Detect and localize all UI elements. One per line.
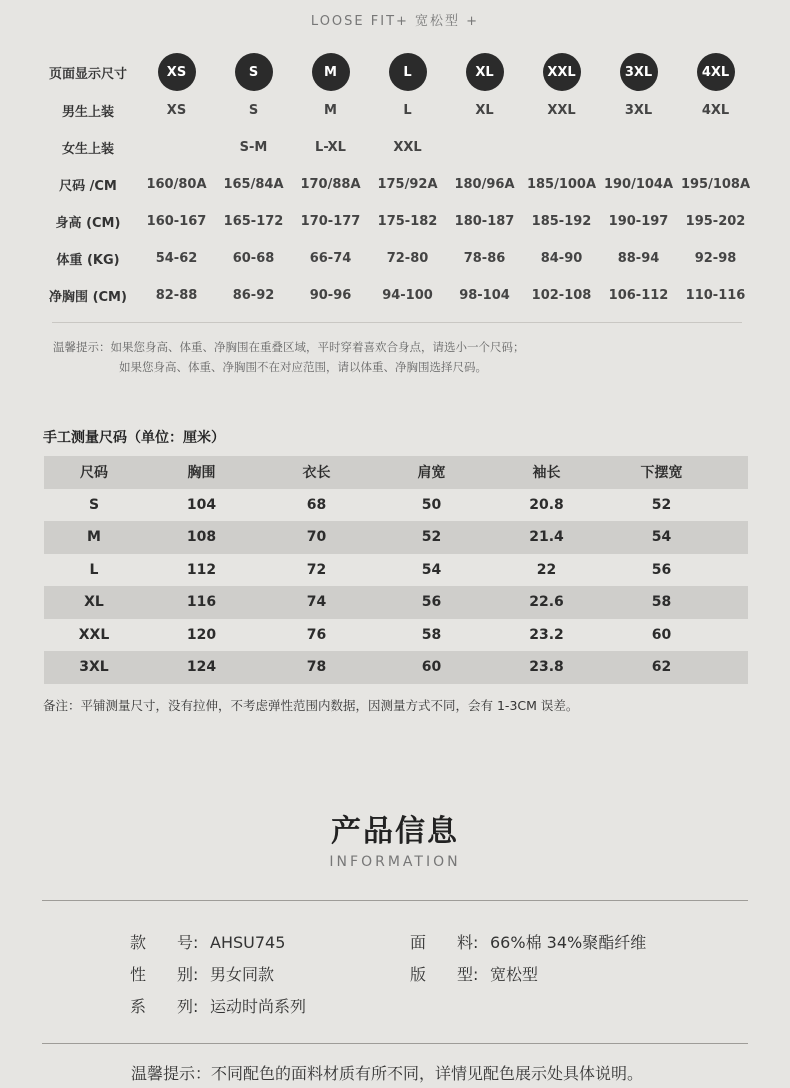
measure-table [44,456,748,684]
table-cell: L [89,561,99,578]
size-chart-cell [369,53,446,91]
size-chart-cell: 60-68 [232,251,275,266]
table-cell: 120 [186,626,217,643]
size-chart [38,52,758,314]
size-chart-row-label: 尺码 /CM [59,179,117,194]
size-chart-row [38,52,758,92]
info-gender [130,962,274,985]
table-cell: 124 [186,659,217,676]
table-header-cell: 尺码 [80,465,108,482]
size-chart-cell: L-XL [315,140,346,155]
table-header-cell: 肩宽 [417,465,446,482]
info-value: 66%棉 34%聚酯纤维 [490,933,647,952]
size-chart-cell: 86-92 [232,288,275,303]
size-chart-cell: 106-112 [608,288,669,303]
info-key2: 列: [177,997,199,1016]
size-chart-cell: S [248,103,259,118]
table-cell: 104 [186,496,217,513]
table-header-cell: 胸围 [187,465,216,482]
info-value: AHSU745 [210,933,286,952]
table-cell: 78 [306,659,327,676]
size-chart-row [38,166,758,203]
table-row [44,554,748,587]
size-chart-row-label: 女生上装 [61,142,114,157]
table-cell: XL [84,594,104,611]
table-cell: 22.6 [529,594,564,611]
size-tip [53,337,525,377]
size-chart-cell: 180-187 [454,214,515,229]
size-tip-line1: 温馨提示：如果您身高、体重、净胸围在重叠区域，平时穿着喜欢合身点，请选小一个尺码； [53,340,525,354]
table-header-cell: 下摆宽 [640,465,683,482]
product-info-subtitle: INFORMATION [329,854,461,870]
size-badge: M [312,53,350,91]
table-cell: 60 [651,626,672,643]
info-style-no [130,930,285,953]
size-chart-cell: 78-86 [463,251,506,266]
info-series [130,994,306,1017]
size-chart-cell [215,53,292,91]
size-chart-cell [600,53,677,91]
table-cell: 58 [421,626,442,643]
size-chart-cell: 82-88 [155,288,198,303]
size-chart-cell: XL [475,103,494,118]
divider [42,900,748,901]
size-chart-cell: 110-116 [685,288,746,303]
size-chart-cell: 88-94 [617,251,660,266]
table-cell: 68 [306,496,327,513]
info-key1: 版 [410,965,427,984]
size-chart-cell: 165/84A [223,177,284,192]
size-chart-row [38,92,758,129]
info-key2: 型: [457,965,479,984]
table-cell: 62 [651,659,672,676]
size-badge: 3XL [620,53,658,91]
size-chart-cell: 94-100 [382,288,433,303]
size-chart-cell: XXL [393,140,422,155]
table-cell: 52 [651,496,672,513]
table-cell: 23.2 [529,626,564,643]
size-chart-cell [138,53,215,91]
table-row [44,521,748,554]
size-chart-cell: 98-104 [459,288,510,303]
size-chart-row-label: 页面显示尺寸 [48,66,127,82]
table-cell: 54 [421,561,442,578]
table-cell: 50 [421,496,442,513]
size-badge: L [389,53,427,91]
size-chart-cell: M [324,103,337,118]
size-chart-cell: L [403,103,412,118]
info-key2: 料: [457,933,479,952]
size-chart-row-label: 男生上装 [61,105,114,120]
size-chart-cell: 160/80A [146,177,207,192]
size-chart-cell [677,53,754,91]
size-chart-cell: 170/88A [300,177,361,192]
size-chart-cell [292,53,369,91]
info-key2: 别: [177,965,199,984]
info-fabric [410,930,646,953]
table-cell: 22 [536,561,557,578]
size-chart-row [38,240,758,277]
size-chart-row-label: 体重 (KG) [56,253,120,268]
table-cell: 70 [306,529,327,546]
measure-note: 备注：平铺测量尺寸，没有拉伸，不考虑弹性范围内数据，因测量方式不同，会有 1-3CM 误差。 [43,698,579,713]
size-chart-cell: 90-96 [309,288,352,303]
measure-table-title: 手工测量尺码（单位：厘米） [43,430,225,446]
info-fit [410,962,538,985]
size-chart-cell: 195/108A [680,177,751,192]
size-chart-cell: 165-172 [223,214,284,229]
table-cell: 52 [421,529,442,546]
table-cell: 21.4 [529,529,564,546]
table-cell: 58 [651,594,672,611]
size-badge: S [235,53,273,91]
size-badge: XS [158,53,196,91]
divider [52,322,742,323]
size-chart-cell: 185/100A [526,177,597,192]
size-badge: 4XL [697,53,735,91]
size-tip-line2: 如果您身高、体重、净胸围不在对应范围，请以体重、净胸围选择尺码。 [119,360,487,374]
table-cell: 76 [306,626,327,643]
table-cell: 20.8 [529,496,564,513]
size-chart-cell: XXL [547,103,576,118]
table-cell: 54 [651,529,672,546]
size-chart-cell: XS [166,103,187,118]
size-chart-cell: 175-182 [377,214,438,229]
table-cell: S [88,496,100,513]
info-key1: 面 [410,933,427,952]
size-chart-cell: 66-74 [309,251,352,266]
table-cell: 60 [421,659,442,676]
size-chart-cell [523,53,600,91]
table-cell: 56 [651,561,672,578]
size-badge: XL [466,53,504,91]
size-chart-cell: 170-177 [300,214,361,229]
table-cell: 3XL [79,659,109,676]
divider [42,1043,748,1044]
size-chart-cell: S-M [239,140,268,155]
table-row [44,651,748,684]
product-tip: 温馨提示：不同配色的面料材质有所不同，详情见配色展示处具体说明。 [131,1064,644,1083]
product-info-title: 产品信息 [331,814,459,849]
size-chart-cell: 3XL [624,103,653,118]
size-chart-cell [446,53,523,91]
size-chart-cell: 190-197 [608,214,669,229]
size-chart-cell: 190/104A [603,177,674,192]
size-chart-row [38,203,758,240]
page-subtitle: LOOSE FIT+ 宽松型 + [310,14,480,29]
size-chart-cell: 54-62 [155,251,198,266]
table-header-cell: 袖长 [532,465,561,482]
table-cell: M [87,529,101,546]
table-cell: 72 [306,561,327,578]
size-chart-cell: 185-192 [531,214,592,229]
size-chart-cell: 72-80 [386,251,429,266]
table-cell: 112 [186,561,217,578]
size-chart-cell: 160-167 [146,214,207,229]
size-chart-cell: 195-202 [685,214,746,229]
size-chart-cell: 102-108 [531,288,592,303]
table-cell: XXL [78,626,110,643]
table-header-cell: 衣长 [302,465,331,482]
info-value: 运动时尚系列 [210,997,307,1016]
size-chart-cell: 180/96A [454,177,515,192]
info-key2: 号: [177,933,199,952]
size-chart-cell: 175/92A [377,177,438,192]
size-chart-cell: 92-98 [694,251,737,266]
table-cell: 116 [186,594,217,611]
size-chart-row-label: 身高 (CM) [55,216,121,231]
size-badge: XXL [543,53,581,91]
table-cell: 23.8 [529,659,564,676]
info-key1: 性 [130,965,147,984]
table-row [44,619,748,652]
info-key1: 款 [130,933,147,952]
table-header-row [44,456,748,489]
info-key1: 系 [130,997,147,1016]
size-chart-cell: 4XL [701,103,730,118]
info-value: 宽松型 [490,965,539,984]
size-chart-cell: 84-90 [540,251,583,266]
table-cell: 108 [186,529,217,546]
size-chart-row [38,129,758,166]
info-value: 男女同款 [210,965,275,984]
size-chart-row-label: 净胸围 (CM) [49,290,127,305]
table-row [44,586,748,619]
table-cell: 56 [421,594,442,611]
table-row [44,489,748,522]
table-cell: 74 [306,594,327,611]
size-chart-row [38,277,758,314]
